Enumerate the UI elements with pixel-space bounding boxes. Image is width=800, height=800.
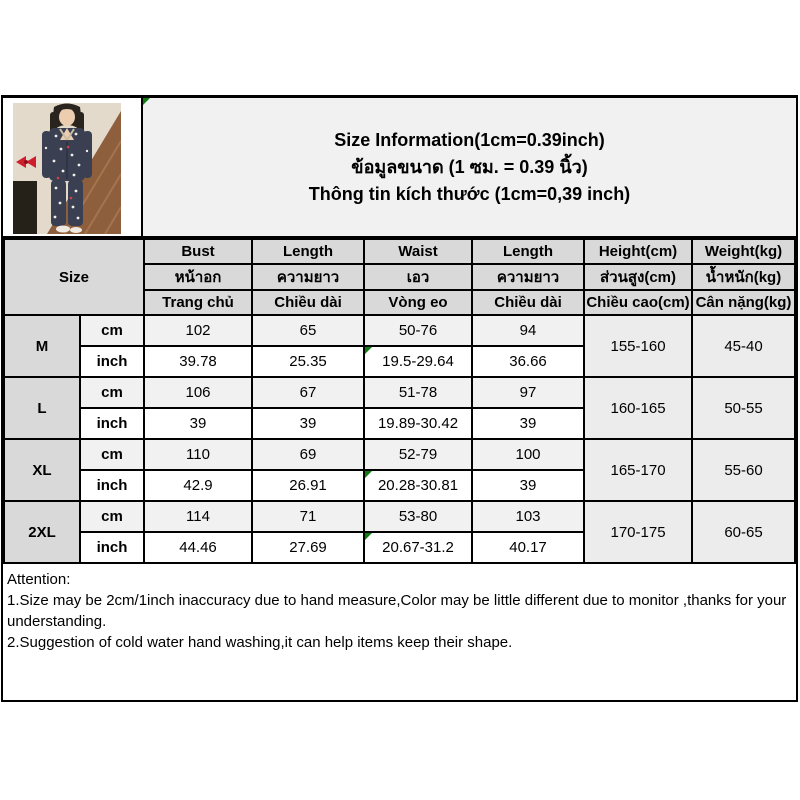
xl-inch-waist: 20.28-30.81 [364, 470, 472, 501]
row-2xl-cm [4, 501, 795, 532]
col-length2-vi: Chiều dài [472, 290, 584, 315]
col-waist-en: Waist [364, 239, 472, 264]
l-inch-length2: 39 [472, 408, 584, 439]
m-inch-waist: 19.5-29.64 [364, 346, 472, 377]
m-cm-length2: 94 [472, 315, 584, 346]
col-weight-vi: Cân nặng(kg) [692, 290, 795, 315]
unit-cm-label: cm [80, 501, 144, 532]
2xl-inch-length: 27.69 [252, 532, 364, 563]
xl-inch-bust: 42.9 [144, 470, 252, 501]
xl-inch-length2: 39 [472, 470, 584, 501]
m-cm-waist: 50-76 [364, 315, 472, 346]
size-table [3, 238, 796, 564]
unit-cm-label: cm [80, 377, 144, 408]
l-inch-length: 39 [252, 408, 364, 439]
header-row-english [4, 239, 795, 264]
cell-note-marker-icon [365, 347, 372, 354]
col-bust-vi: Trang chủ [144, 290, 252, 315]
2xl-cm-length: 71 [252, 501, 364, 532]
l-cm-waist: 51-78 [364, 377, 472, 408]
size-l-cell: L [4, 377, 80, 439]
attention-line-2: 2.Suggestion of cold water hand washing,it can help items keep their shape. [7, 634, 513, 651]
title-thai: ข้อมูลขนาด (1 ซม. = 0.39 นิ้ว) [351, 157, 588, 177]
xl-weight-range: 55-60 [692, 439, 795, 501]
m-cm-length: 65 [252, 315, 364, 346]
col-height-vi: Chiều cao(cm) [584, 290, 692, 315]
m-height-range: 155-160 [584, 315, 692, 377]
xl-inch-length: 26.91 [252, 470, 364, 501]
col-weight-en: Weight(kg) [692, 239, 795, 264]
col-height-en: Height(cm) [584, 239, 692, 264]
col-height-th: ส่วนสูง(cm) [584, 264, 692, 290]
unit-inch-label: inch [80, 346, 144, 377]
m-cm-bust: 102 [144, 315, 252, 346]
col-waist-vi: Vòng eo [364, 290, 472, 315]
2xl-inch-waist: 20.67-31.2 [364, 532, 472, 563]
unit-inch-label: inch [80, 470, 144, 501]
xl-cm-length2: 100 [472, 439, 584, 470]
cell-note-marker-icon [143, 98, 150, 105]
col-weight-th: น้ำหนัก(kg) [692, 264, 795, 290]
m-inch-length: 25.35 [252, 346, 364, 377]
header-section [3, 98, 796, 238]
col-length2-th: ความยาว [472, 264, 584, 290]
2xl-inch-length2: 40.17 [472, 532, 584, 563]
unit-cm-label: cm [80, 439, 144, 470]
2xl-weight-range: 60-65 [692, 501, 795, 563]
cell-note-marker-icon [365, 533, 372, 540]
l-inch-waist: 19.89-30.42 [364, 408, 472, 439]
size-chart-box [1, 95, 798, 702]
row-l-cm [4, 377, 795, 408]
col-length-th: ความยาว [252, 264, 364, 290]
l-cm-length: 67 [252, 377, 364, 408]
m-weight-range: 45-40 [692, 315, 795, 377]
2xl-height-range: 170-175 [584, 501, 692, 563]
size-m-cell: M [4, 315, 80, 377]
col-length-en: Length [252, 239, 364, 264]
l-cm-bust: 106 [144, 377, 252, 408]
row-xl-cm [4, 439, 795, 470]
l-weight-range: 50-55 [692, 377, 795, 439]
product-photo [13, 103, 121, 234]
title-block [143, 98, 796, 236]
row-m-cm [4, 315, 795, 346]
xl-height-range: 165-170 [584, 439, 692, 501]
cell-note-marker-icon [365, 471, 372, 478]
col-length-vi: Chiều dài [252, 290, 364, 315]
col-bust-th: หน้าอก [144, 264, 252, 290]
attention-note [3, 564, 796, 653]
l-height-range: 160-165 [584, 377, 692, 439]
col-waist-th: เอว [364, 264, 472, 290]
product-photo-cell [3, 98, 143, 236]
col-length2-en: Length [472, 239, 584, 264]
m-inch-bust: 39.78 [144, 346, 252, 377]
size-2xl-cell: 2XL [4, 501, 80, 563]
xl-cm-bust: 110 [144, 439, 252, 470]
xl-cm-waist: 52-79 [364, 439, 472, 470]
title-vietnamese: Thông tin kích thước (1cm=0,39 inch) [308, 184, 631, 204]
m-inch-length2: 36.66 [472, 346, 584, 377]
l-cm-length2: 97 [472, 377, 584, 408]
size-header-cell: Size [4, 239, 144, 315]
unit-cm-label: cm [80, 315, 144, 346]
title-english: Size Information(1cm=0.39inch) [334, 130, 605, 150]
size-xl-cell: XL [4, 439, 80, 501]
l-inch-bust: 39 [144, 408, 252, 439]
2xl-inch-bust: 44.46 [144, 532, 252, 563]
attention-heading: Attention: [7, 571, 71, 588]
2xl-cm-waist: 53-80 [364, 501, 472, 532]
attention-line-1: 1.Size may be 2cm/1inch inaccuracy due to hand measure,Color may be little different due to monitor ,thanks for your understanding. [7, 592, 787, 630]
xl-cm-length: 69 [252, 439, 364, 470]
col-bust-en: Bust [144, 239, 252, 264]
unit-inch-label: inch [80, 408, 144, 439]
2xl-cm-bust: 114 [144, 501, 252, 532]
2xl-cm-length2: 103 [472, 501, 584, 532]
unit-inch-label: inch [80, 532, 144, 563]
